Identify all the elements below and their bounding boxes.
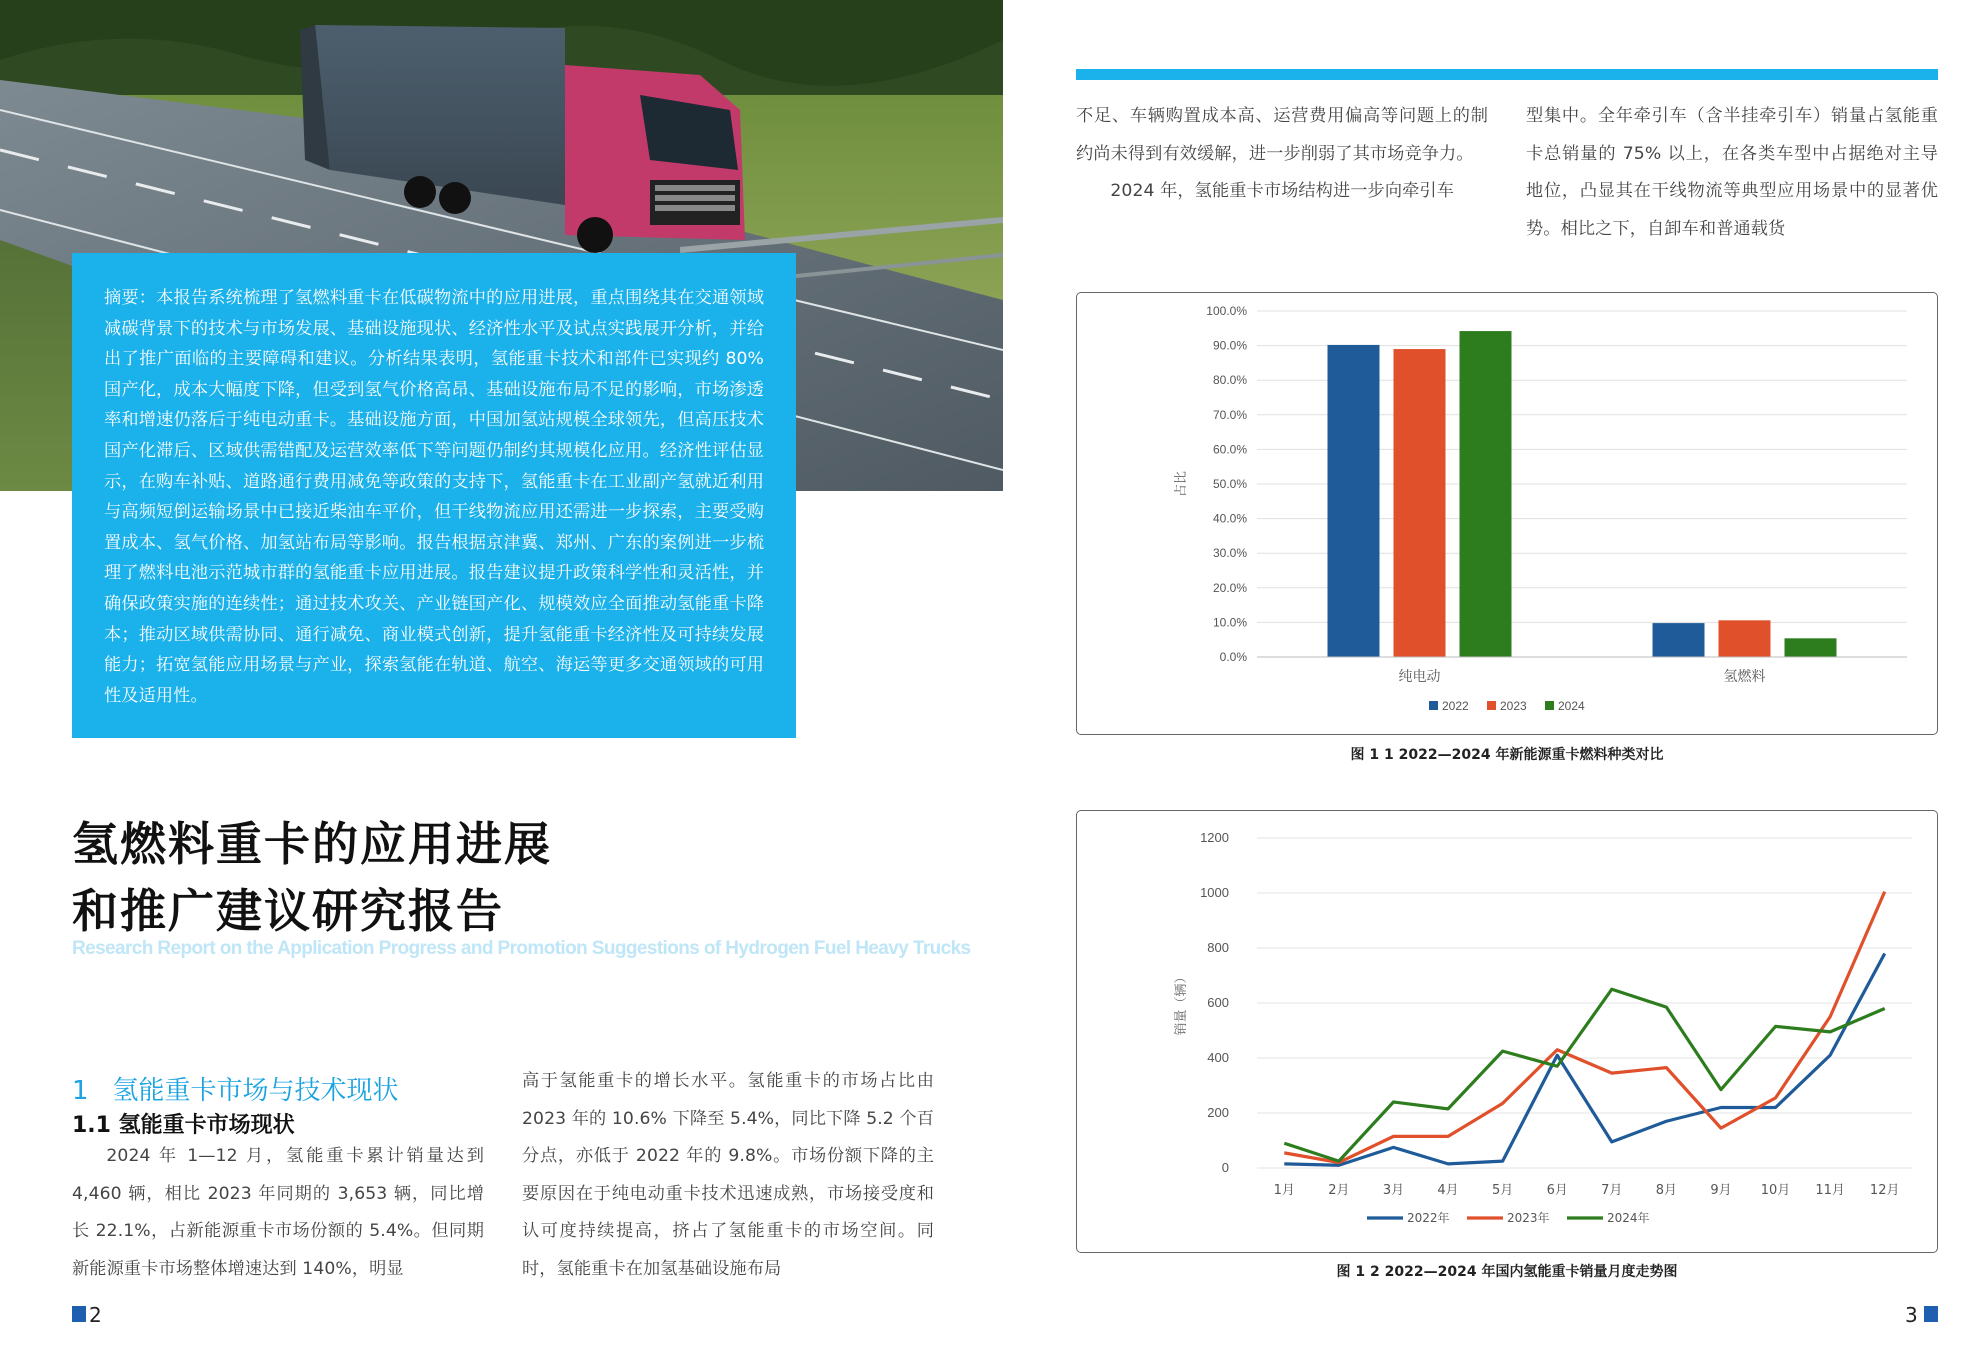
x-tick-label: 11月 [1815, 1183, 1845, 1198]
line-chart-svg [1077, 811, 1936, 1251]
y-tick-label: 1000 [1200, 885, 1229, 900]
x-tick-label: 氢燃料 [1723, 669, 1766, 685]
page-marker-square [72, 1306, 86, 1322]
abstract-text: 摘要：本报告系统梳理了氢燃料重卡在低碳物流中的应用进展，重点围绕其在交通领域减碳背景下的技术与市场发展、基础设施现状、经济性水平及试点实践展开分析，并给出了推广面临的主要障碍和建议。分析结果表明，氢能重卡技术和部件已实现约 80% 国产化，成本大幅度下降，但受到氢气价格高昂、基础设施布局不足的影响，市场渗透率和增速仍落后于纯电动重卡。基础设施方面，中国加氢站规模全球领先，但高压技术国产化滞后、区域供需错配及运营效率低下等问题仍制约其规模化应用。经济性评估显示，在购车补贴、道路通行费用减免等政策的支持下，氢能重卡在工业副产氢就近利用与高频短倒运输场景中已接近柴油车平价，但干线物流应用还需进一步探索，主要受购置成本、氢气价格、加氢站布局等影响。报告根据京津冀、郑州、广东的案例进一步梳理了燃料电池示范城市群的氢能重卡应用进展。报告建议提升政策科学性和灵活性，并确保政策实施的连续性；通过技术攻关、产业链国产化、规模效应全面推动氢能重卡降本；推动区域供需协同、通行减免、商业模式创新，提升氢能重卡经济性及可持续发展能力；拓宽氢能应用场景与产业，探索氢能在轨道、航空、海运等更多交通领域的可用性及适用性。 [104, 288, 764, 706]
legend-swatch [1545, 701, 1554, 710]
x-tick-label: 6月 [1546, 1183, 1568, 1198]
bar-2022 [1653, 623, 1705, 657]
y-tick-label: 1200 [1200, 830, 1229, 845]
y-axis-label: 占比 [1174, 470, 1189, 498]
y-tick-label: 70.0% [1212, 407, 1247, 422]
report-title-line1: 氢燃料重卡的应用进展 [72, 817, 552, 871]
legend-label: 2024 [1558, 699, 1585, 713]
y-tick-label: 800 [1207, 940, 1229, 955]
page-number-right: 3 [1905, 1303, 1918, 1327]
y-tick-label: 30.0% [1212, 546, 1247, 561]
y-tick-label: 400 [1207, 1050, 1229, 1065]
x-tick-label: 8月 [1655, 1183, 1678, 1198]
y-axis-label: 销量（辆） [1174, 970, 1189, 1036]
bar-2023 [1719, 620, 1771, 657]
abstract-box [72, 253, 796, 738]
top-accent-bar [1076, 69, 1938, 80]
body-text-right-column-a [1076, 98, 1488, 211]
legend-swatch [1487, 701, 1496, 710]
report-title-line2: 和推广建议研究报告 [72, 884, 504, 938]
y-tick-label: 20.0% [1212, 580, 1247, 595]
y-tick-label: 80.0% [1212, 373, 1247, 388]
x-tick-label: 7月 [1601, 1183, 1623, 1198]
x-tick-label: 4月 [1437, 1183, 1459, 1198]
paragraph: 不足、车辆购置成本高、运营费用偏高等问题上的制约尚未得到有效缓解，进一步削弱了其市场竞争力。 [1076, 106, 1488, 164]
figure-caption-1: 图 1 1 2022—2024 年新能源重卡燃料种类对比 [1350, 747, 1664, 763]
bar-chart-svg [1077, 293, 1936, 733]
section-heading-1 [72, 1070, 399, 1107]
x-tick-label: 9月 [1710, 1183, 1732, 1198]
bar-2024 [1460, 331, 1512, 657]
legend-label: 2024年 [1607, 1211, 1650, 1225]
x-tick-label: 3月 [1382, 1183, 1405, 1198]
y-tick-label: 60.0% [1212, 442, 1247, 457]
bar-2022 [1328, 345, 1380, 657]
series-line-2024年 [1284, 989, 1884, 1161]
bar-chart-fuel-type [1076, 292, 1938, 735]
figure-caption-2: 图 1 2 2022—2024 年国内氢能重卡销量月度走势图 [1336, 1264, 1678, 1280]
y-tick-label: 200 [1207, 1105, 1229, 1120]
series-line-2022年 [1284, 954, 1884, 1166]
legend-label: 2023年 [1507, 1211, 1550, 1225]
y-tick-label: 600 [1207, 995, 1229, 1010]
body-text-left-column: 2024 年 1—12 月，氢能重卡累计销量达到 4,460 辆，相比 2023 年同期的 3,653 辆，同比增长 22.1%，占新能源重卡市场份额的 5.4%。但同期新能源重卡市场整体增速达到 140%，明显 [72, 1146, 484, 1279]
bar-2023 [1394, 349, 1446, 657]
y-tick-label: 0.0% [1219, 650, 1247, 664]
section-label: 氢能重卡市场与技术现状 [112, 1076, 399, 1106]
section-number: 1 [72, 1076, 89, 1106]
section-heading-1-1: 1.1 氢能重卡市场现状 [72, 1113, 295, 1138]
x-tick-label: 12月 [1869, 1183, 1900, 1198]
y-tick-label: 50.0% [1212, 477, 1247, 491]
y-tick-label: 90.0% [1212, 338, 1247, 353]
y-tick-label: 10.0% [1212, 615, 1247, 630]
legend-label: 2023 [1500, 699, 1527, 713]
x-tick-label: 5月 [1491, 1183, 1514, 1198]
bar-2024 [1785, 638, 1837, 657]
page-number-left: 2 [89, 1303, 102, 1327]
x-tick-label: 10月 [1760, 1183, 1791, 1198]
body-text-right-column-b: 型集中。全年牵引车（含半挂牵引车）销量占氢能重卡总销量的 75% 以上，在各类车型中占据绝对主导地位，凸显其在干线物流等典型应用场景中的显著优势。相比之下，自卸车和普通载货 [1526, 106, 1938, 239]
legend-label: 2022 [1442, 699, 1469, 713]
x-tick-label: 2月 [1328, 1183, 1350, 1198]
y-tick-label: 40.0% [1212, 511, 1247, 526]
y-tick-label: 100.0% [1206, 304, 1247, 318]
x-tick-label: 1月 [1273, 1183, 1295, 1198]
report-title-english: Research Report on the Application Progress and Promotion Suggestions of Hydrogen Fuel Heavy Trucks [72, 938, 971, 959]
x-tick-label: 纯电动 [1398, 669, 1441, 685]
line-chart-monthly-sales [1076, 810, 1938, 1253]
paragraph: 2024 年，氢能重卡市场结构进一步向牵引车 [1110, 181, 1454, 202]
page-marker-square [1924, 1306, 1938, 1322]
legend-swatch [1429, 701, 1438, 710]
body-text-middle-column: 高于氢能重卡的增长水平。氢能重卡的市场占比由 2023 年的 10.6% 下降至 5.4%，同比下降 5.2 个百分点，亦低于 2022 年的 9.8%。市场份额下降的主要原因在于纯电动重卡技术迅速成熟，市场接受度和认可度持续提高，挤占了氢能重卡的市场空间。同时，氢能重卡在加氢基础设施布局 [522, 1071, 934, 1279]
legend-label: 2022年 [1407, 1211, 1450, 1225]
y-tick-label: 0 [1221, 1160, 1229, 1175]
